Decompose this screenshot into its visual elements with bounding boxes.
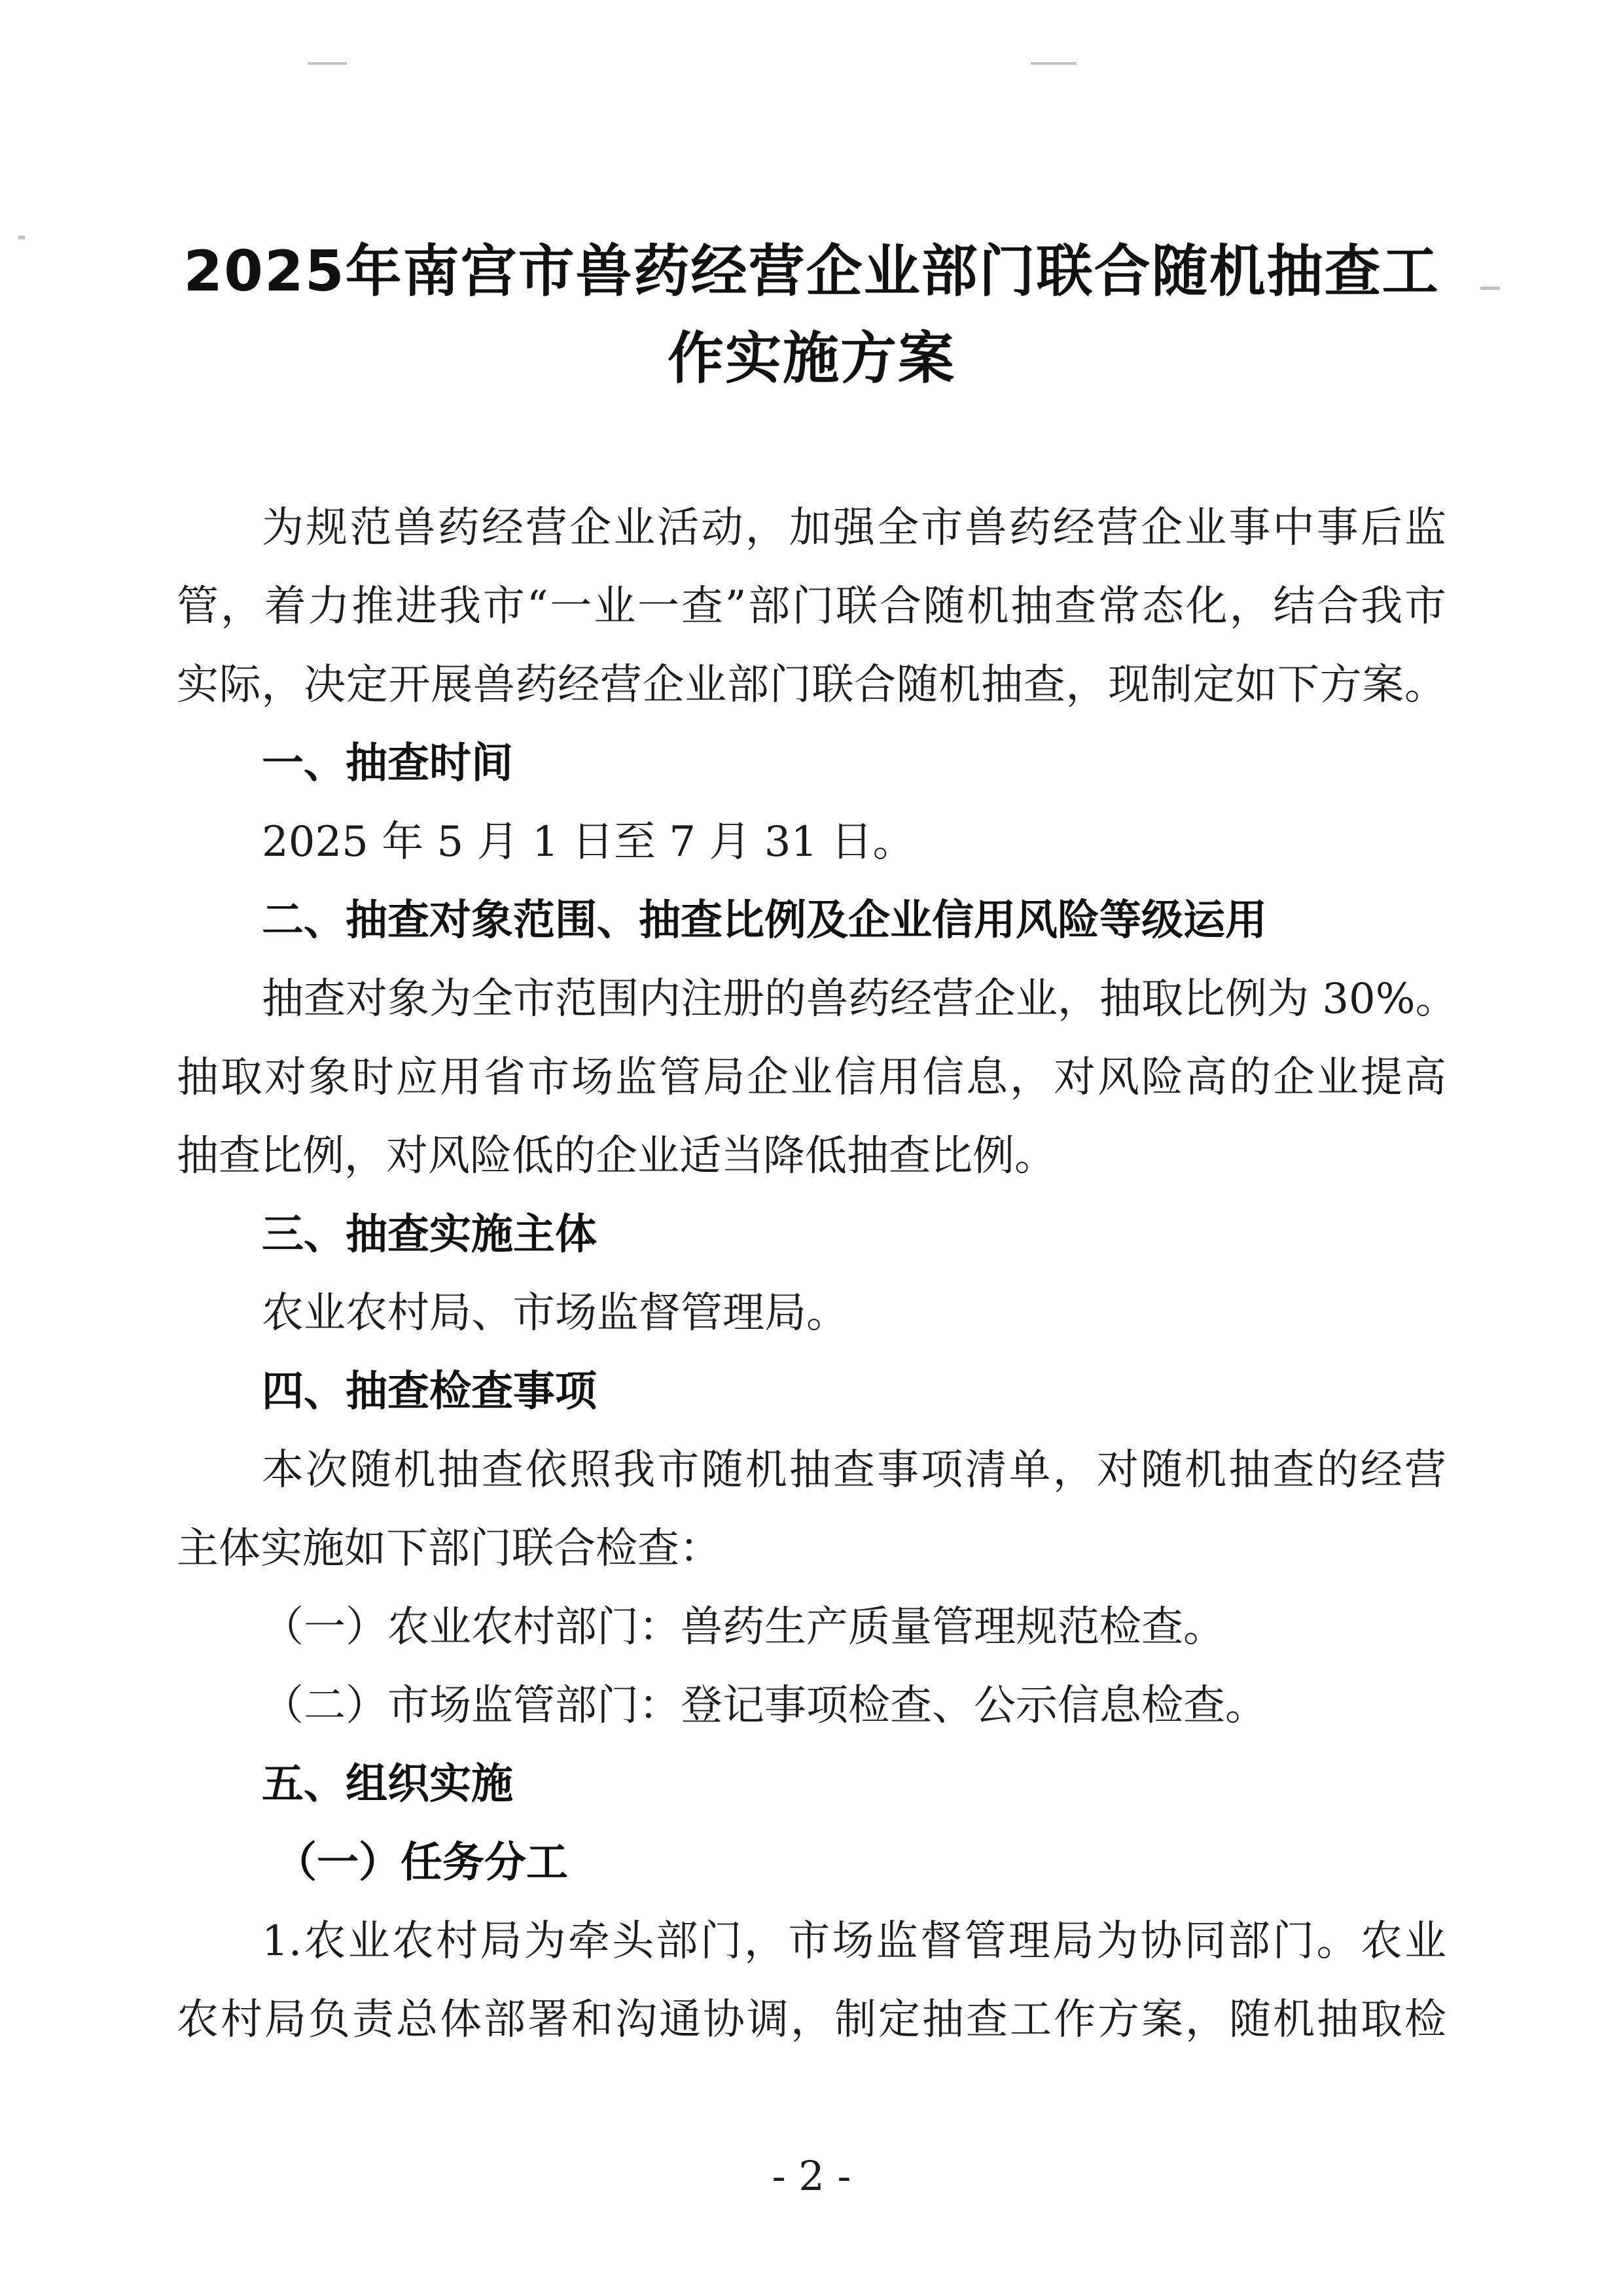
section-2-body-line-3: 抽查比例，对风险低的企业适当降低抽查比例。: [177, 1132, 1056, 1180]
section-3-body: 农业农村局、市场监督管理局。: [262, 1289, 848, 1337]
section-5-body-line-1: 1.农业农村局为牵头部门，市场监督管理局为协同部门。农业: [262, 1917, 1446, 1966]
intro-line-1: 为规范兽药经营企业活动，加强全市兽药经营企业事中事后监: [262, 504, 1446, 552]
section-4-item-2: （二）市场监管部门：登记事项检查、公示信息检查。: [262, 1682, 1267, 1730]
section-2-body-line-1: 抽查对象为全市范围内注册的兽药经营企业，抽取比例为 30%。: [262, 975, 1457, 1023]
section-4-body-line-2: 主体实施如下部门联合检查：: [177, 1525, 721, 1573]
section-5-body-line-2: 农村局负责总体部署和沟通协调，制定抽查工作方案，随机抽取检: [177, 1996, 1446, 2044]
document-title-line-1: 2025年南宫市兽药经营企业部门联合随机抽查工: [183, 239, 1440, 304]
page-number: - 2 -: [772, 2152, 851, 2200]
section-1-body: 2025 年 5 月 1 日至 7 月 31 日。: [262, 818, 915, 866]
scan-speck: [1031, 62, 1077, 65]
section-2-heading: 二、抽查对象范围、抽查比例及企业信用风险等级运用: [262, 896, 1267, 945]
scan-speck: [18, 236, 25, 239]
document-title-line-2: 作实施方案: [668, 326, 955, 391]
section-5-heading: 五、组织实施: [262, 1760, 513, 1809]
section-2-body-line-2: 抽取对象时应用省市场监管局企业信用信息，对风险高的企业提高: [177, 1053, 1446, 1102]
scan-speck: [308, 62, 347, 65]
section-4-heading: 四、抽查检查事项: [262, 1368, 597, 1416]
section-3-heading: 三、抽查实施主体: [262, 1210, 597, 1259]
intro-line-3: 实际，决定开展兽药经营企业部门联合随机抽查，现制定如下方案。: [177, 661, 1446, 709]
scan-speck: [1480, 287, 1500, 290]
section-4-body-line-1: 本次随机抽查依照我市随机抽查事项清单，对随机抽查的经营: [262, 1446, 1446, 1494]
section-4-item-1: （一）农业农村部门：兽药生产质量管理规范检查。: [262, 1603, 1225, 1651]
section-5-subheading: （一）任务分工: [275, 1839, 568, 1887]
intro-line-2: 管，着力推进我市“一业一查”部门联合随机抽查常态化，结合我市: [177, 582, 1446, 631]
section-1-heading: 一、抽查时间: [262, 739, 513, 788]
